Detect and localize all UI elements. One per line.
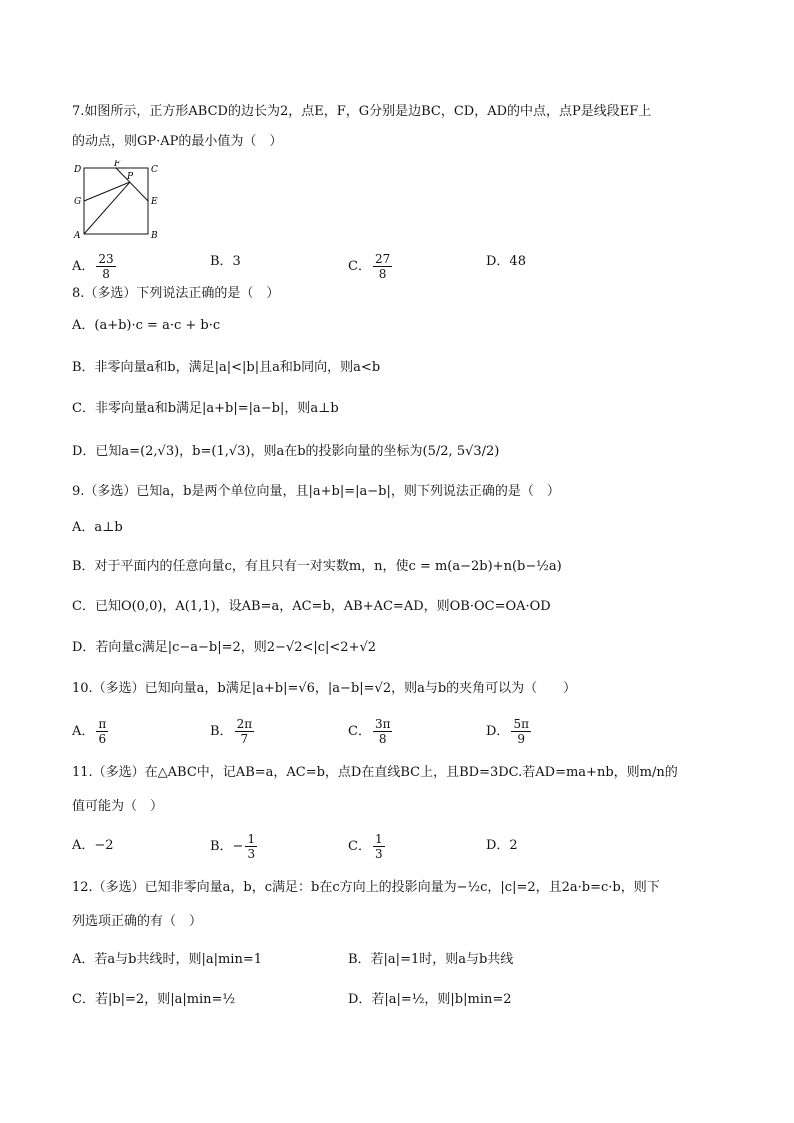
q11-stem-line2: 值可能为（ ） <box>72 799 164 814</box>
q12-option-a: A．若a与b共线时，则|a|min=1 <box>72 952 262 967</box>
q8-option-d: D．已知a=(2,√3)，b=(1,√3)，则a在b的投影向量的坐标为(5/2, 5√3/2) <box>72 444 500 459</box>
q9-option-d: D．若向量c满足|c−a−b|=2，则2−√2<|c|<2+√2 <box>72 640 377 655</box>
q7-option-a: A． $\frac{23}{8}$ <box>72 252 114 281</box>
q8-option-c: C．非零向量a和b满足|a+b|=|a−b|，则a⊥b <box>72 401 339 416</box>
q10-option-b: B． $\frac{2\pi}{7}$ <box>210 717 253 746</box>
q11-stem-line1: 11.（多选）在△ABC中，记AB=a，AC=b，点D在直线BC上，且BD=3DC.若AD=ma+nb，则m/n的 <box>72 765 678 780</box>
q11-option-d: D．2 <box>486 838 518 853</box>
q7-option-d: D．48 <box>486 254 526 269</box>
q9-option-b: B．对于平面内的任意向量c，有且只有一对实数m，n，使c = m(a−2b)+n(b−½a) <box>72 559 562 574</box>
q9-option-a: A．a⊥b <box>72 520 123 535</box>
label-C: C <box>151 165 158 175</box>
q12-option-d: D．若|a|=½，则|b|min=2 <box>348 992 512 1007</box>
q7-option-b: B．3 <box>210 254 241 269</box>
q7-stem-line2: 的动点，则GP·AP的最小值为（ ） <box>72 134 283 149</box>
q10-option-a: A． $\frac{\pi}{6}$ <box>72 717 107 746</box>
label-F: F <box>114 160 121 169</box>
q11-option-b: B．− $\frac{1}{3}$ <box>210 832 256 861</box>
q12-stem-line2: 列选项正确的有（ ） <box>72 914 203 929</box>
q8-stem: 8.（多选）下列说法正确的是（ ） <box>72 286 280 301</box>
q11-option-c: C． $\frac{1}{3}$ <box>348 832 383 861</box>
q10-option-d: D． $\frac{5\pi}{9}$ <box>486 717 529 746</box>
label-G: G <box>74 197 82 207</box>
q9-option-c: C．已知O(0,0)，A(1,1)，设AB=a，AC=b，AB+AC=AD，则OB·OC=OA·OD <box>72 599 551 614</box>
square-figure <box>72 160 162 240</box>
label-P: P <box>127 172 134 182</box>
q7-option-c: C． $\frac{27}{8}$ <box>348 252 391 281</box>
q12-stem-line1: 12.（多选）已知非零向量a，b，c满足：b在c方向上的投影向量为−½c，|c|=2，且2a·b=c·b，则下 <box>72 880 660 895</box>
label-B: B <box>151 231 158 240</box>
q7-stem-line1: 7.如图所示，正方形ABCD的边长为2，点E，F，G分别是边BC，CD，AD的中点，点P是线段EF上 <box>72 104 652 119</box>
q8-option-b: B．非零向量a和b，满足|a|<|b|且a和b同向，则a<b <box>72 360 381 375</box>
label-E: E <box>151 197 158 207</box>
q11-option-a: A．−2 <box>72 838 114 853</box>
label-D: D <box>74 165 82 175</box>
label-A: A <box>74 231 81 240</box>
q12-option-b: B．若|a|=1时，则a与b共线 <box>348 952 514 967</box>
q10-option-c: C． $\frac{3\pi}{8}$ <box>348 717 391 746</box>
q8-option-a: A．(a+b)·c = a·c + b·c <box>72 318 221 333</box>
q9-stem: 9.（多选）已知a，b是两个单位向量，且|a+b|=|a−b|，则下列说法正确的是（ ） <box>72 484 560 499</box>
q12-option-c: C．若|b|=2，则|a|min=½ <box>72 992 236 1007</box>
q10-stem: 10.（多选）已知向量a，b满足|a+b|=√6，|a−b|=√2，则a与b的夹角可以为（ ） <box>72 681 577 696</box>
